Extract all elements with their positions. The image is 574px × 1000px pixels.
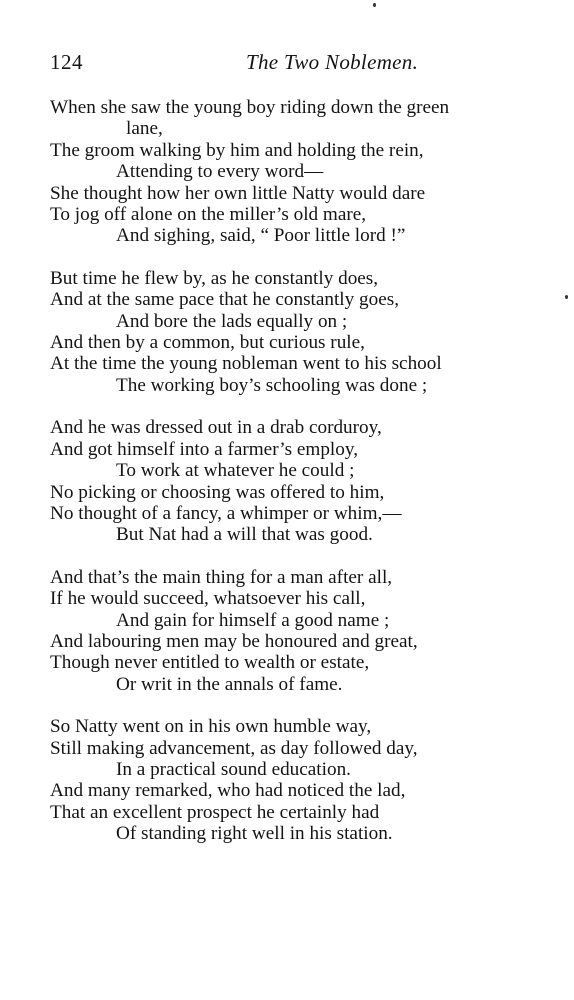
poem-line: That an excellent prospect he certainly had [50,801,380,823]
poem-line: And that’s the main thing for a man after all, [50,566,393,588]
stanza [50,716,550,844]
running-title: The Two Noblemen. [246,50,419,74]
poem-line: And sighing, said, “ Poor little lord !” [116,225,406,247]
stanza [50,417,550,545]
stanza [50,567,550,695]
poem-line: And got himself into a farmer’s employ, [50,438,359,460]
print-speck [373,3,376,7]
page-header [50,50,530,80]
poem-line: No thought of a fancy, a whimper or whim,— [50,502,402,524]
poem-line: Or writ in the annals of fame. [116,673,343,695]
poem-line: And he was dressed out in a drab corduroy, [50,417,382,439]
poem-line: At the time the young nobleman went to his school [50,353,442,375]
poem-line: And gain for himself a good name ; [116,609,390,631]
poem-line: And at the same pace that he constantly goes, [50,289,399,311]
poem-line: And bore the lads equally on ; [116,310,348,332]
poem-line: No picking or choosing was offered to him, [50,481,385,503]
poem-line: The groom walking by him and holding the rein, [50,139,424,161]
poem-line: To jog off alone on the miller’s old mare, [50,204,367,226]
poem-body [50,97,550,866]
poem-line: lane, [126,118,163,140]
poem-line: Attending to every word— [116,161,324,183]
poem-line: Of standing right well in his station. [116,823,393,845]
poem-line: So Natty went on in his own humble way, [50,716,372,738]
poem-line: When she saw the young boy riding down the green [50,97,450,118]
stanza [50,268,550,396]
poem-line: In a practical sound education. [116,758,351,780]
print-speck [565,295,568,299]
poem-line: If he would succeed, whatsoever his call, [50,588,366,610]
poem-line: And labouring men may be honoured and great, [50,630,418,652]
poem-line: She thought how her own little Natty would dare [50,182,426,204]
poem-line: The working boy’s schooling was done ; [116,374,428,396]
poem-line: And many remarked, who had noticed the lad, [50,780,406,802]
poem-line: And then by a common, but curious rule, [50,332,365,354]
page-number: 124 [50,50,83,74]
stanza [50,97,550,247]
poem-line: To work at whatever he could ; [116,460,355,482]
poem-line: Though never entitled to wealth or estate, [50,652,370,674]
poem-line: Still making advancement, as day followed day, [50,737,418,759]
poem-line: But Nat had a will that was good. [116,524,373,546]
poem-line: But time he flew by, as he constantly does, [50,267,379,289]
